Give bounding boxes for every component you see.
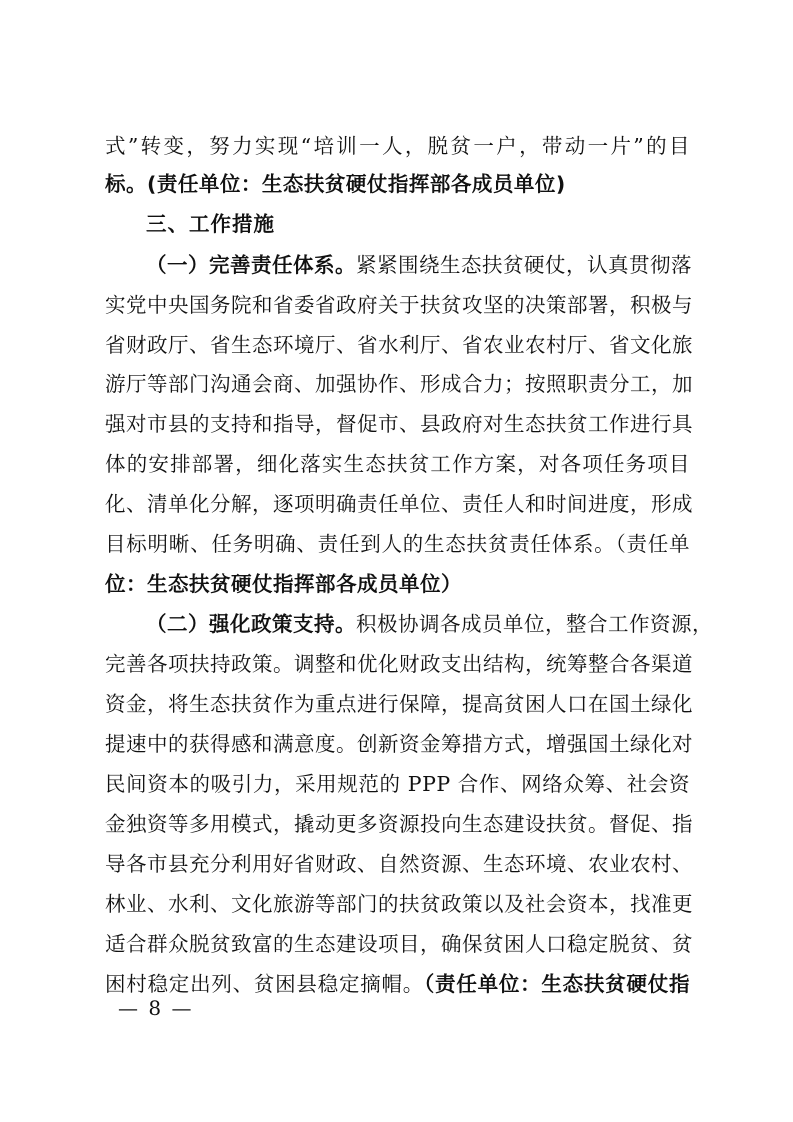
body-line [105, 486, 693, 522]
line-text: 林业、水利、文化旅游等部门的扶贫政策以及社会资本，找准更 [105, 892, 693, 916]
section-heading: 三、工作措施 [146, 212, 275, 236]
line-tail: （责任单位：生态扶贫硬仗指 [424, 972, 691, 996]
body-line [105, 566, 690, 602]
line-text: 化、清单化分解，逐项明确责任单位、责任人和时间进度，形成 [105, 492, 693, 516]
paragraph-lead: （一）完善责任体系。 [146, 253, 356, 277]
line-text: 困村稳定出列、贫困县稳定摘帽。 [105, 972, 425, 996]
body-line [105, 926, 693, 962]
body-line [105, 128, 690, 164]
line-text: 积极协调各成员单位，整合工作资源， [356, 612, 713, 636]
body-line [105, 646, 693, 682]
body-line [146, 247, 690, 283]
body-line [105, 406, 693, 442]
line-text: 目标明晰、任务明确、责任到人的生态扶贫责任体系。（责任单 [105, 532, 690, 556]
line-text: 标。(责任单位：生态扶贫硬仗指挥部各成员单位) [105, 172, 566, 196]
body-line [105, 327, 693, 363]
line-text: 位：生态扶贫硬仗指挥部各成员单位） [105, 572, 462, 596]
line-text: 提速中的获得感和满意度。创新资金筹措方式，增强国土绿化对 [105, 732, 693, 756]
body-line [105, 806, 693, 842]
body-line [105, 446, 690, 482]
line-text: 民间资本的吸引力，采用规范的 PPP 合作、网络众筹、社会资 [105, 772, 690, 796]
line-text: 体的安排部署，细化落实生态扶贫工作方案，对各项任务项目 [105, 452, 690, 476]
body-line [105, 526, 690, 562]
body-line [105, 366, 693, 402]
body-line [146, 606, 713, 642]
body-line [105, 766, 690, 802]
line-text: 完善各项扶持政策。调整和优化财政支出结构，统筹整合各渠道 [105, 652, 693, 676]
body-line [105, 166, 690, 202]
body-line [105, 726, 693, 762]
line-text: 游厅等部门沟通会商、加强协作、形成合力；按照职责分工，加 [105, 372, 693, 396]
line-text: 适合群众脱贫致富的生态建设项目，确保贫困人口稳定脱贫、贫 [105, 932, 693, 956]
line-text: 紧紧围绕生态扶贫硬仗，认真贯彻落 [356, 253, 692, 277]
line-text: 省财政厅、省生态环境厅、省水利厅、省农业农村厅、省文化旅 [105, 333, 693, 357]
line-text: 式”转变，努力实现“培训一人，脱贫一户，带动一片”的目 [105, 134, 690, 158]
body-line [105, 846, 693, 882]
body-line [105, 886, 693, 922]
line-text: 金独资等多用模式，撬动更多资源投向生态建设扶贫。督促、指 [105, 812, 693, 836]
line-text: 导各市县充分利用好省财政、自然资源、生态环境、农业农村、 [105, 852, 693, 876]
line-text: 强对市县的支持和指导，督促市、县政府对生态扶贫工作进行具 [105, 412, 693, 436]
line-text: 资金，将生态扶贫作为重点进行保障，提高贫困人口在国土绿化 [105, 692, 693, 716]
page-number: — 8 — [118, 996, 194, 1020]
paragraph-lead: （二）强化政策支持。 [146, 612, 356, 636]
body-line [105, 686, 693, 722]
line-text: 实党中央国务院和省委省政府关于扶贫攻坚的决策部署，积极与 [105, 293, 693, 317]
body-line [105, 287, 693, 323]
